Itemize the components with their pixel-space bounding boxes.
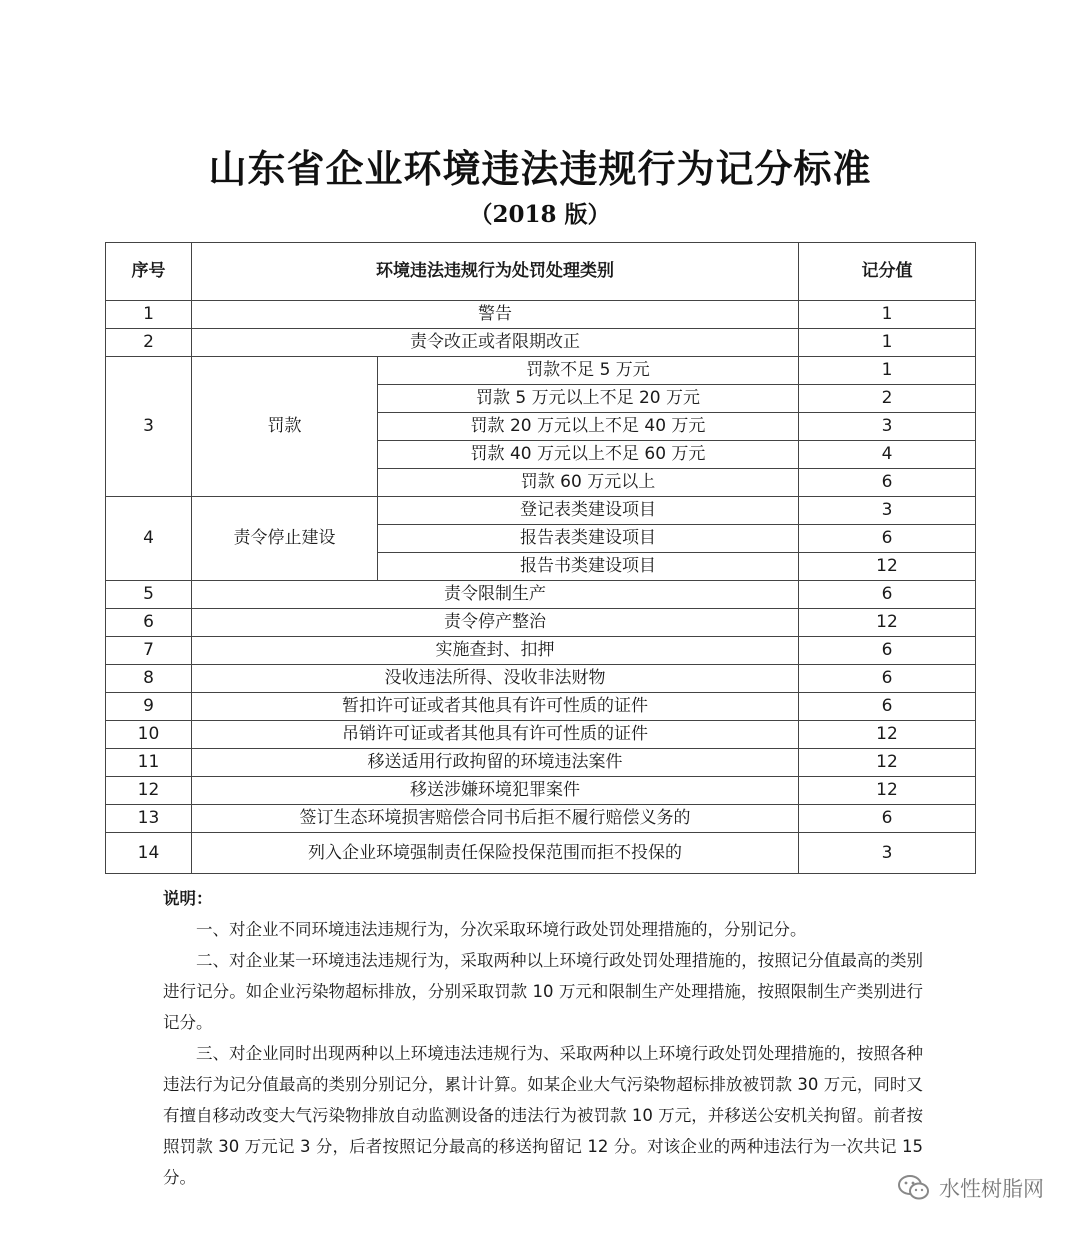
table-row bbox=[106, 665, 976, 693]
document-title: 山东省企业环境违法违规行为记分标准 bbox=[208, 147, 872, 191]
row-subcategory: 报告书类建设项目 bbox=[378, 553, 799, 581]
table-row bbox=[106, 609, 976, 637]
row-score: 12 bbox=[799, 721, 976, 749]
table-row bbox=[106, 329, 976, 357]
row-no: 6 bbox=[106, 609, 192, 637]
row-category: 责令改正或者限期改正 bbox=[192, 329, 799, 357]
row-no: 2 bbox=[106, 329, 192, 357]
table-row bbox=[106, 637, 976, 665]
table-row bbox=[106, 581, 976, 609]
row-score: 6 bbox=[799, 469, 976, 497]
row-subcategory: 登记表类建设项目 bbox=[378, 497, 799, 525]
row-no: 11 bbox=[106, 749, 192, 777]
row-score: 6 bbox=[799, 693, 976, 721]
row-score: 6 bbox=[799, 637, 976, 665]
row-score: 3 bbox=[799, 413, 976, 441]
row-score: 1 bbox=[799, 329, 976, 357]
row-no: 5 bbox=[106, 581, 192, 609]
row-score: 6 bbox=[799, 665, 976, 693]
row-subcategory: 报告表类建设项目 bbox=[378, 525, 799, 553]
row-subcategory: 罚款 20 万元以上不足 40 万元 bbox=[378, 413, 799, 441]
scoring-table bbox=[105, 242, 976, 874]
row-no: 10 bbox=[106, 721, 192, 749]
document-subtitle: （2018 版） bbox=[469, 201, 611, 228]
header-category: 环境违法违规行为处罚处理类别 bbox=[192, 243, 799, 301]
table-row bbox=[106, 749, 976, 777]
table-header-row bbox=[106, 243, 976, 301]
row-group: 责令停止建设 bbox=[192, 497, 378, 581]
notes-heading: 说明： bbox=[163, 889, 213, 908]
row-no: 3 bbox=[106, 357, 192, 497]
table-row bbox=[106, 805, 976, 833]
row-no: 1 bbox=[106, 301, 192, 329]
row-score: 4 bbox=[799, 441, 976, 469]
row-category: 签订生态环境损害赔偿合同书后拒不履行赔偿义务的 bbox=[192, 805, 799, 833]
table-row bbox=[106, 301, 976, 329]
row-no: 12 bbox=[106, 777, 192, 805]
row-score: 6 bbox=[799, 581, 976, 609]
row-score: 6 bbox=[799, 805, 976, 833]
row-subcategory: 罚款 40 万元以上不足 60 万元 bbox=[378, 441, 799, 469]
table-row bbox=[106, 497, 976, 525]
table-row bbox=[106, 721, 976, 749]
row-category: 没收违法所得、没收非法财物 bbox=[192, 665, 799, 693]
row-score: 12 bbox=[799, 777, 976, 805]
row-subcategory: 罚款 5 万元以上不足 20 万元 bbox=[378, 385, 799, 413]
row-score: 1 bbox=[799, 357, 976, 385]
row-category: 吊销许可证或者其他具有许可性质的证件 bbox=[192, 721, 799, 749]
row-category: 列入企业环境强制责任保险投保范围而拒不投保的 bbox=[192, 833, 799, 874]
row-subcategory: 罚款 60 万元以上 bbox=[378, 469, 799, 497]
row-category: 责令停产整治 bbox=[192, 609, 799, 637]
row-score: 1 bbox=[799, 301, 976, 329]
header-score: 记分值 bbox=[799, 243, 976, 301]
row-no: 7 bbox=[106, 637, 192, 665]
table-row bbox=[106, 777, 976, 805]
watermark-text: 水性树脂网 bbox=[939, 1177, 1044, 1201]
note-paragraph: 二、对企业某一环境违法违规行为，采取两种以上环境行政处罚处理措施的，按照记分值最高的类别进行记分。如企业污染物超标排放，分别采取罚款 10 万元和限制生产处理措施，按照限制生产类别进行记分。 bbox=[163, 951, 923, 1032]
row-score: 3 bbox=[799, 833, 976, 874]
row-no: 8 bbox=[106, 665, 192, 693]
table-row bbox=[106, 833, 976, 874]
row-no: 13 bbox=[106, 805, 192, 833]
watermark bbox=[897, 1170, 1044, 1206]
row-category: 移送涉嫌环境犯罪案件 bbox=[192, 777, 799, 805]
row-category: 警告 bbox=[192, 301, 799, 329]
note-paragraph: 三、对企业同时出现两种以上环境违法违规行为、采取两种以上环境行政处罚处理措施的，按照各种违法行为记分值最高的类别分别记分，累计计算。如某企业大气污染物超标排放被罚款 30 万元，同时又有擅自移动改变大气污染物排放自动监测设备的违法行为被罚款 10 万元，并移送公安机关拘留。前者按照罚款 30 万元记 3 分，后者按照记分最高的移送拘留记 12 分。对该企业的两种违法行为一次共记 15 分。 bbox=[163, 1044, 923, 1187]
row-score: 6 bbox=[799, 525, 976, 553]
row-no: 4 bbox=[106, 497, 192, 581]
row-group: 罚款 bbox=[192, 357, 378, 497]
row-no: 14 bbox=[106, 833, 192, 874]
row-category: 实施查封、扣押 bbox=[192, 637, 799, 665]
notes-section bbox=[163, 884, 923, 1193]
row-score: 12 bbox=[799, 609, 976, 637]
row-score: 2 bbox=[799, 385, 976, 413]
note-paragraph: 一、对企业不同环境违法违规行为，分次采取环境行政处罚处理措施的，分别记分。 bbox=[196, 920, 807, 939]
wechat-icon bbox=[897, 1173, 931, 1203]
row-category: 暂扣许可证或者其他具有许可性质的证件 bbox=[192, 693, 799, 721]
table-row bbox=[106, 357, 976, 385]
table-row bbox=[106, 693, 976, 721]
row-subcategory: 罚款不足 5 万元 bbox=[378, 357, 799, 385]
row-category: 移送适用行政拘留的环境违法案件 bbox=[192, 749, 799, 777]
header-no: 序号 bbox=[106, 243, 192, 301]
row-score: 12 bbox=[799, 553, 976, 581]
row-score: 12 bbox=[799, 749, 976, 777]
row-category: 责令限制生产 bbox=[192, 581, 799, 609]
row-no: 9 bbox=[106, 693, 192, 721]
row-score: 3 bbox=[799, 497, 976, 525]
